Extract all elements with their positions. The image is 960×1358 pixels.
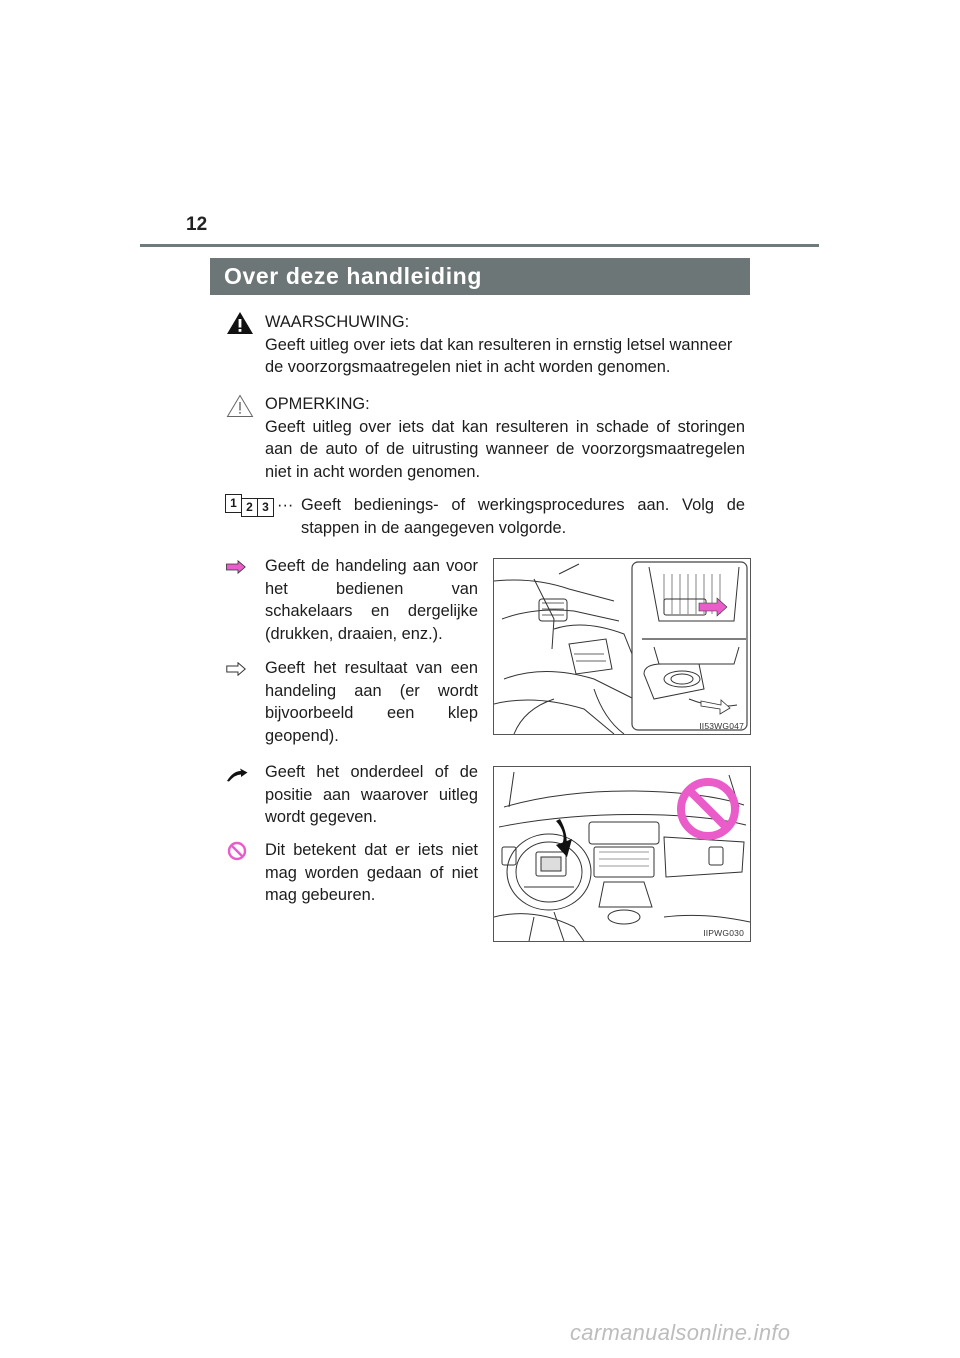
dashboard-figure-code: IIPWG030 [703, 928, 744, 938]
steps-text: Geeft bedienings- of werkingsprocedures aan. Volg de stappen in de aangegeven volgorde. [301, 496, 745, 537]
step-number-2: 2 [241, 498, 258, 517]
dashboard-illustration [493, 766, 751, 942]
operation-text: Geeft de handeling aan voor het bedienen van schakelaars en dergelijke (drukken, draaien, enz.). [265, 557, 478, 643]
prohibition-icon [227, 841, 247, 861]
footer-watermark: carmanualsonline.info [570, 1320, 791, 1345]
notice-label: OPMERKING: [265, 395, 370, 413]
warning-label: WAARSCHUWING: [265, 313, 410, 331]
cupholder-illustration [493, 558, 751, 735]
warning-block [265, 311, 745, 379]
steps-dots: ··· [277, 496, 294, 514]
dashboard-drawing [494, 767, 750, 941]
cupholder-figure-code: II53WG047 [699, 721, 744, 731]
outline-arrow-right-icon [226, 662, 246, 676]
pointer-text: Geeft het onderdeel of de positie aan waarover uitleg wordt gegeven. [265, 763, 478, 827]
step-number-1: 1 [225, 494, 242, 513]
warning-text-line1: Geeft uitleg over iets dat kan resulteren in ernstig letsel wanneer [265, 335, 733, 354]
step-numbers-icon [225, 494, 275, 518]
section-title: Over deze handleiding [224, 263, 482, 289]
black-pointer-arrow-icon [226, 768, 248, 782]
section-header [210, 258, 750, 295]
result-text: Geeft het resultaat van een handeling aan (er wordt bijvoorbeeld een klep geopend). [265, 659, 478, 745]
notice-triangle-icon [226, 394, 254, 418]
top-rule [140, 244, 819, 247]
notice-block [265, 393, 745, 483]
warning-text-line2: de voorzorgsmaatregelen niet in acht worden genomen. [265, 358, 671, 377]
warning-triangle-icon [226, 311, 254, 335]
page-number: 12 [186, 214, 208, 235]
solid-arrow-right-icon [226, 560, 246, 574]
cupholder-drawing [494, 559, 750, 734]
prohibition-text: Dit betekent dat er iets niet mag worden gedaan of niet mag gebeuren. [265, 841, 478, 905]
step-number-3: 3 [257, 498, 274, 517]
notice-text: Geeft uitleg over iets dat kan resulteren in schade of storingen aan de auto of de uitrusting wanneer de voorzorgsmaatregelen niet in acht worden genomen. [265, 417, 745, 481]
